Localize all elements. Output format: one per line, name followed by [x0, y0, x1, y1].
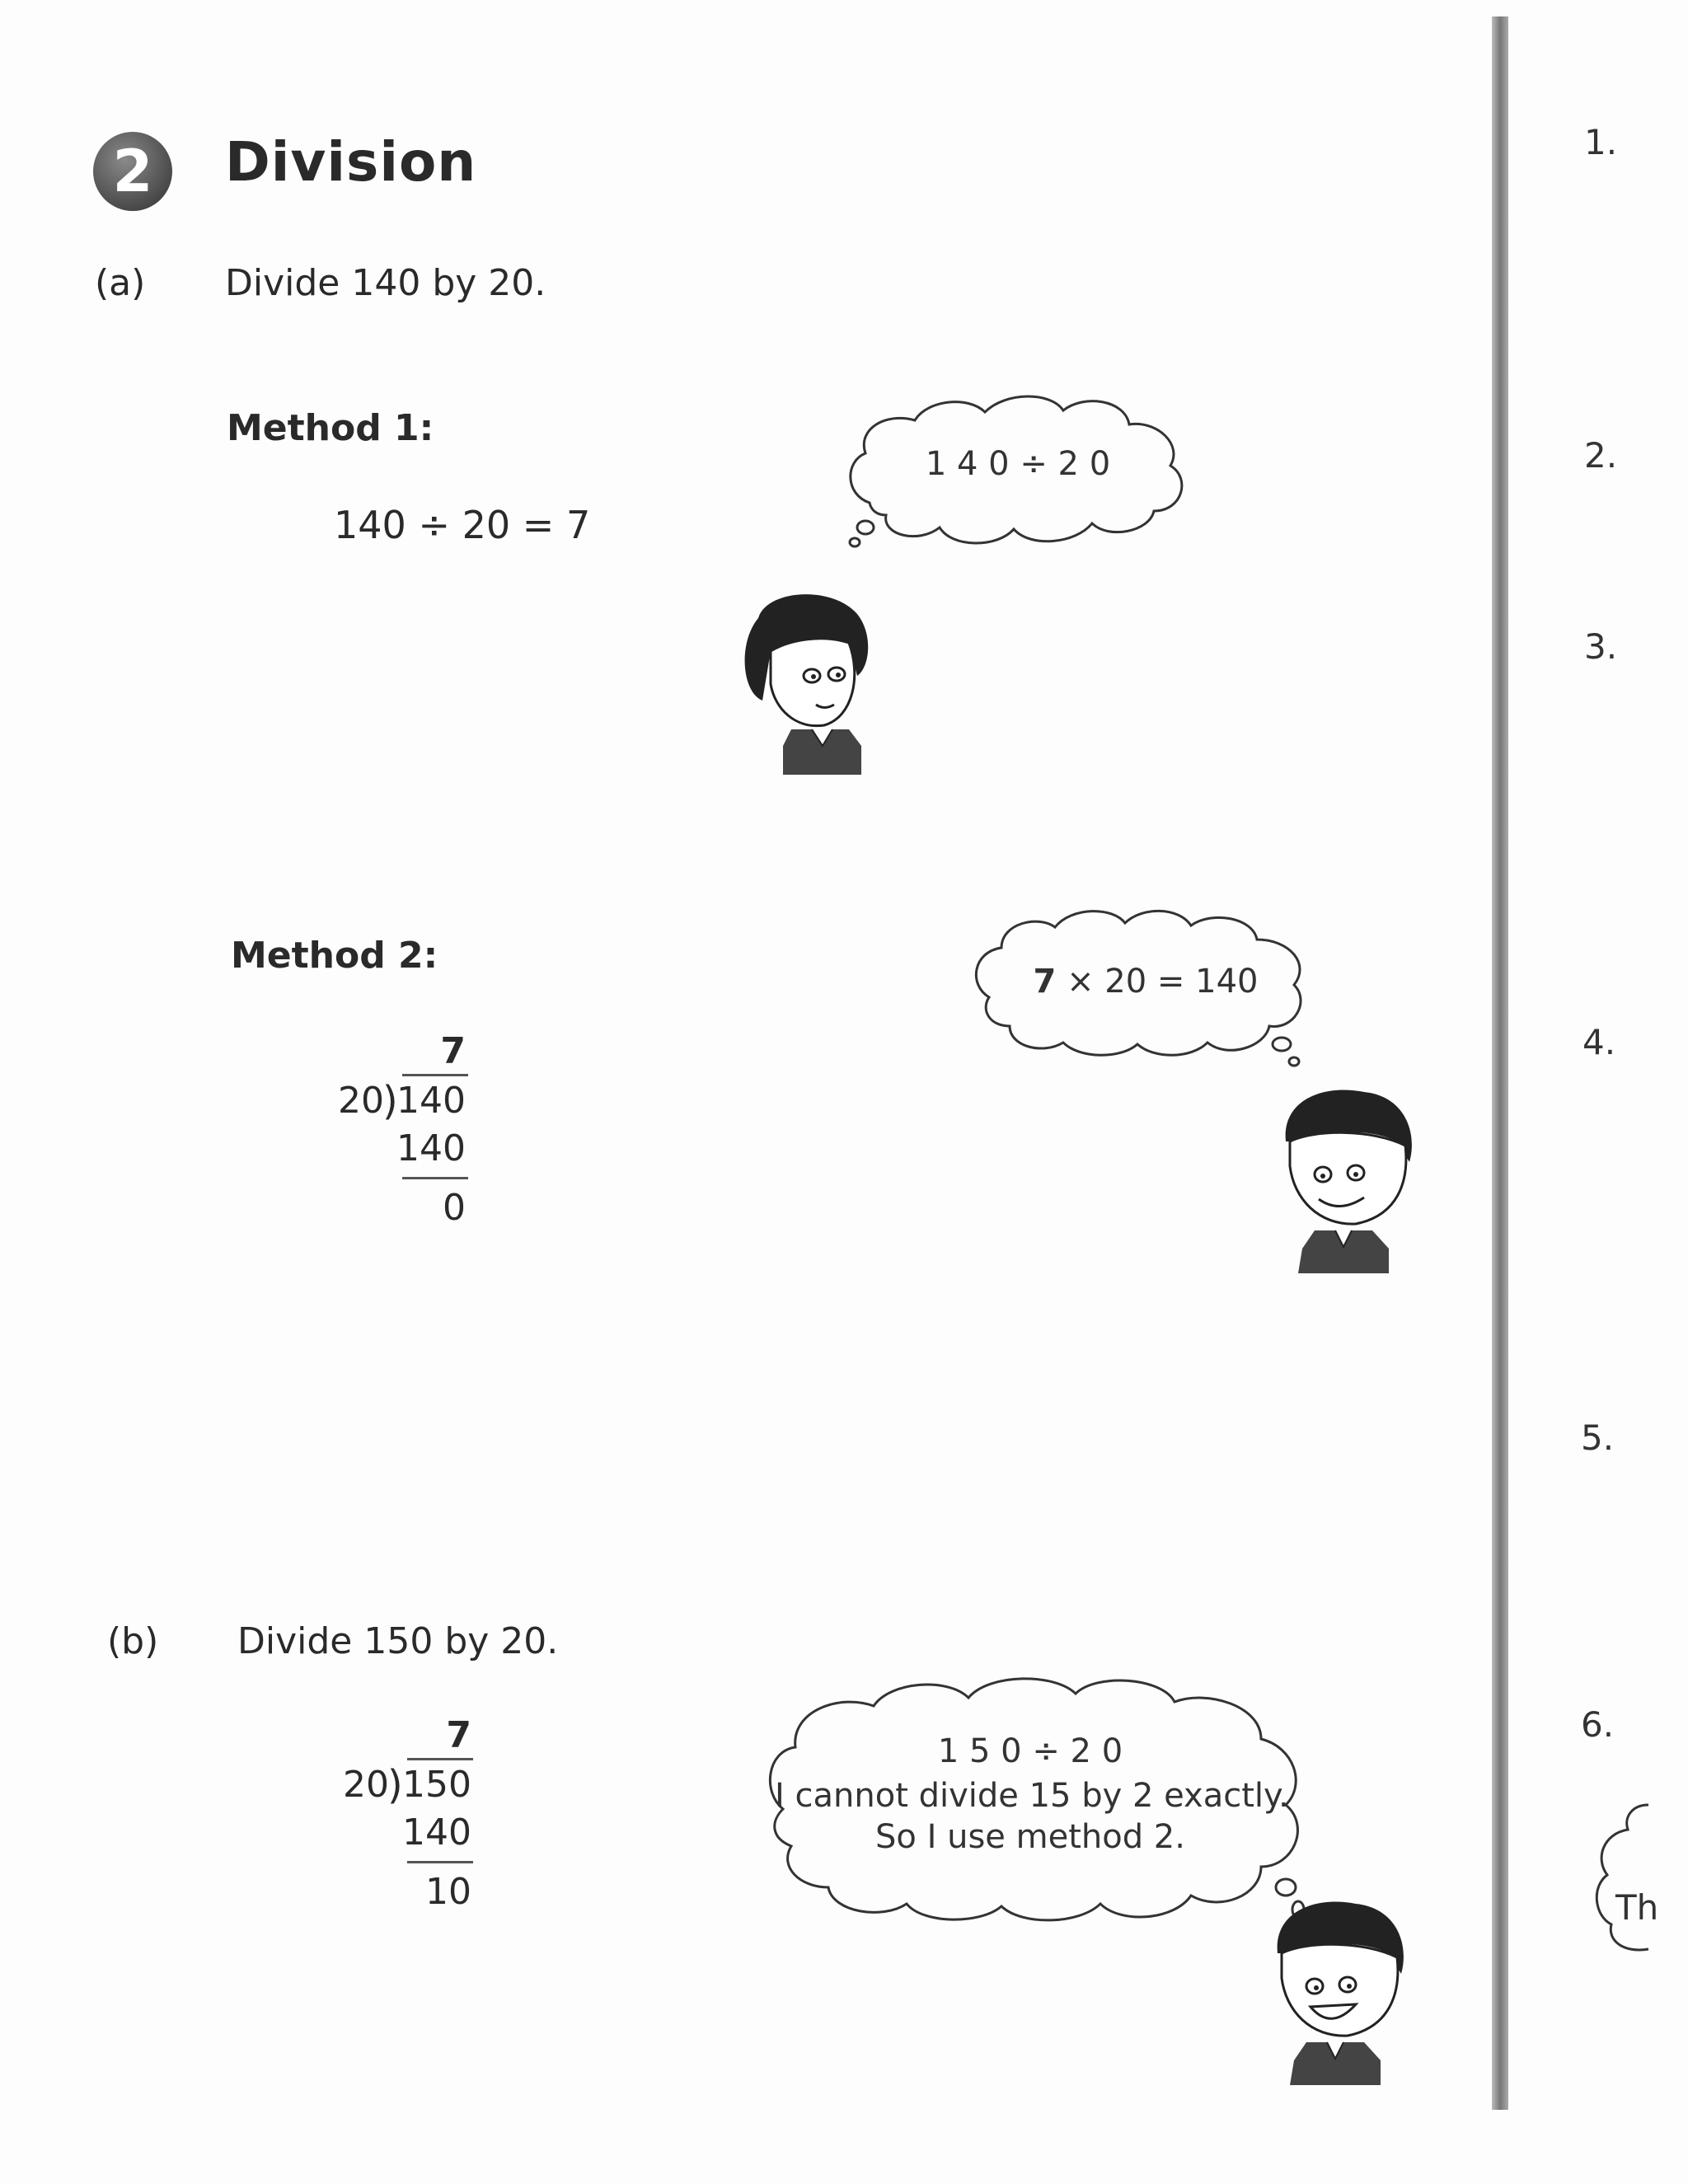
method1-divisor: 20 — [462, 503, 511, 547]
thought-3-line1: 1 5 0 ÷ 2 0 — [937, 1732, 1123, 1770]
part-a-label: (a) — [95, 262, 146, 304]
right-page-number-4: 4. — [1582, 1022, 1616, 1062]
division-bracket-top-b — [407, 1758, 473, 1760]
division-bracket-top — [402, 1074, 468, 1076]
boy-character-illustration-1 — [1273, 1084, 1422, 1273]
method1-dividend: 140 — [334, 503, 406, 547]
boy-character-illustration-2 — [1265, 1896, 1414, 2085]
division-bracket-b: ) — [387, 1762, 403, 1808]
thought-3-line2: I cannot divide 15 by 2 exactly. — [775, 1777, 1289, 1815]
thought-2-bold: 7 — [1033, 963, 1057, 1001]
thought-3-line3: So I use method 2. — [875, 1818, 1185, 1856]
girl-character-illustration — [725, 585, 890, 775]
method2-quotient: 7 — [440, 1030, 466, 1072]
part-b-quotient: 7 — [446, 1714, 471, 1756]
thought-2-rest: × 20 = 140 — [1067, 963, 1259, 1001]
thought-1-text: 1 4 0 ÷ 2 0 — [925, 445, 1111, 483]
cut-off-thought-text: Th — [1615, 1887, 1659, 1928]
division-bracket: ) — [382, 1078, 398, 1124]
method2-dividend: 140 — [396, 1080, 466, 1122]
right-page-number-1: 1. — [1584, 122, 1618, 162]
part-b-dividend: 150 — [402, 1764, 471, 1806]
part-b-prompt: Divide 150 by 20. — [237, 1620, 559, 1662]
thought-2-text — [1014, 963, 1278, 1001]
section-title: Division — [225, 130, 477, 194]
part-b-remainder: 10 — [425, 1871, 471, 1913]
method2-product: 140 — [396, 1127, 466, 1169]
part-a-prompt: Divide 140 by 20. — [225, 262, 546, 304]
method1-heading: Method 1: — [227, 407, 434, 449]
right-page-number-2: 2. — [1584, 435, 1618, 476]
part-b-product: 140 — [402, 1811, 471, 1854]
right-page-number-6: 6. — [1581, 1704, 1615, 1745]
method2-remainder: 0 — [443, 1187, 466, 1229]
section-number-badge: 2 — [93, 132, 172, 211]
method1-equation — [334, 503, 590, 547]
part-b-divisor: 20 — [343, 1764, 389, 1806]
subtraction-line-b — [407, 1861, 473, 1863]
part-b-label: (b) — [107, 1620, 159, 1662]
right-page-number-5: 5. — [1581, 1418, 1615, 1458]
method1-result: = 7 — [522, 503, 591, 547]
method2-divisor: 20 — [338, 1080, 384, 1122]
page-spine-divider — [1492, 16, 1508, 2110]
subtraction-line — [402, 1177, 468, 1179]
method2-heading: Method 2: — [231, 935, 438, 977]
cut-off-thought-cloud — [1587, 1801, 1659, 1957]
right-page-number-3: 3. — [1584, 626, 1618, 667]
divide-sign: ÷ — [418, 503, 462, 547]
